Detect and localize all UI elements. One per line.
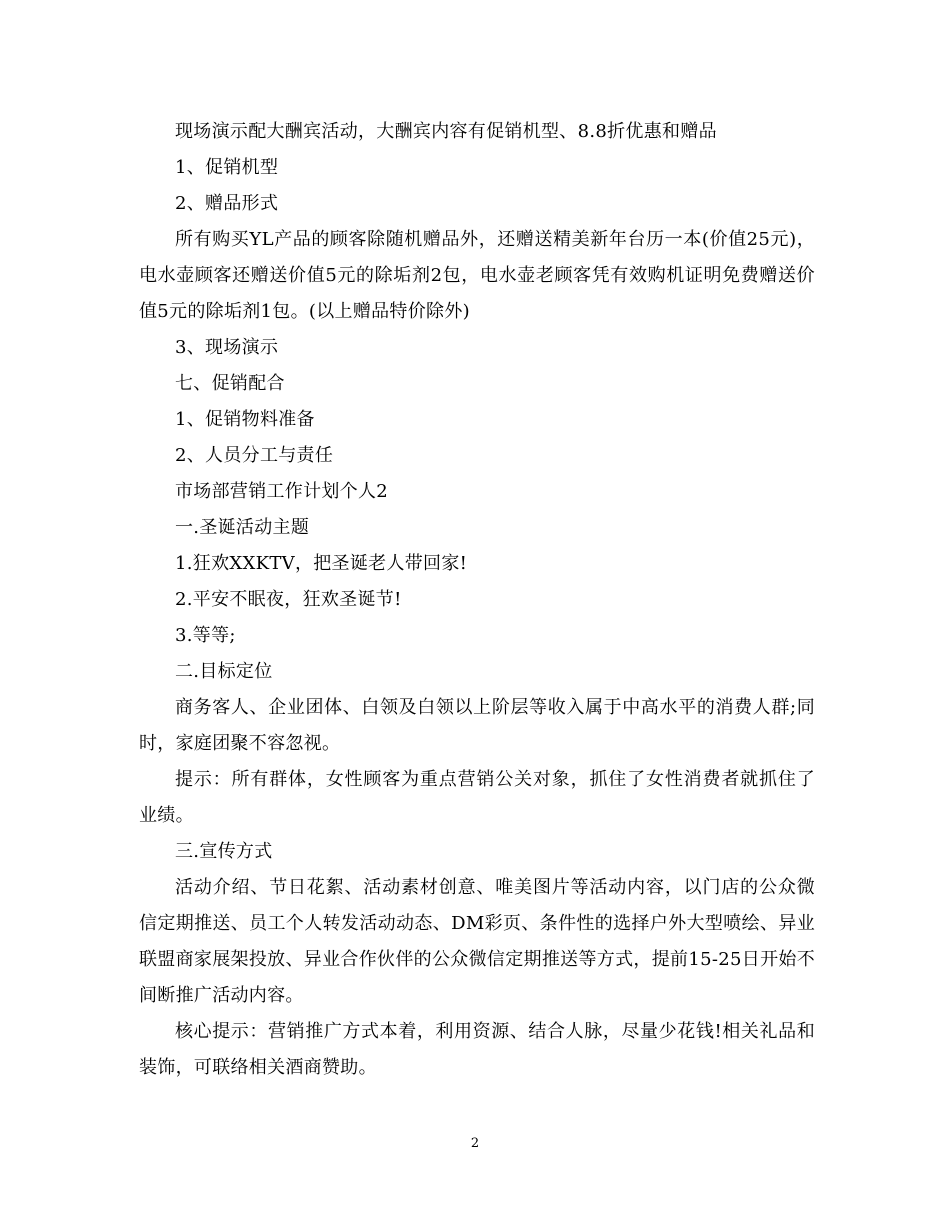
paragraph: 商务客人、企业团体、白领及白领以上阶层等收入属于中高水平的消费人群;同时，家庭团聚不容忽视。	[139, 697, 815, 754]
paragraph: 现场演示配大酬宾活动，大酬宾内容有促销机型、8.8折优惠和赠品	[175, 121, 717, 142]
section-heading: 二.目标定位	[175, 661, 273, 682]
section-heading: 一.圣诞活动主题	[175, 517, 310, 538]
paragraph: 2、人员分工与责任	[175, 445, 334, 466]
section-heading: 三.宣传方式	[175, 841, 273, 862]
document-title: 市场部营销工作计划个人2	[175, 481, 389, 502]
page-number: 2	[470, 1136, 480, 1151]
paragraph: 1.狂欢XXKTV，把圣诞老人带回家!	[175, 553, 468, 574]
paragraph: 提示：所有群体，女性顾客为重点营销公关对象，抓住了女性消费者就抓住了业绩。	[139, 769, 815, 826]
paragraph: 1、促销物料准备	[175, 409, 315, 430]
paragraph: 所有购买YL产品的顾客除随机赠品外，还赠送精美新年台历一本(价值25元)，电水壶顾客还赠送价值5元的除垢剂2包，电水壶老顾客凭有效购机证明免费赠送价值5元的除垢剂1包。(以上赠品特价除外)	[139, 229, 815, 322]
document-body	[139, 114, 815, 1086]
paragraph: 核心提示：营销推广方式本着，利用资源、结合人脉，尽量少花钱!相关礼品和装饰，可联络相关酒商赞助。	[139, 1021, 815, 1078]
paragraph: 3、现场演示	[175, 337, 279, 358]
paragraph: 3.等等;	[175, 625, 236, 646]
paragraph: 2、赠品形式	[175, 193, 279, 214]
paragraph: 活动介绍、节日花絮、活动素材创意、唯美图片等活动内容，以门店的公众微信定期推送、员工个人转发活动动态、DM彩页、条件性的选择户外大型喷绘、异业联盟商家展架投放、异业合作伙伴的公众微信定期推送等方式，提前15-25日开始不间断推广活动内容。	[139, 877, 815, 1006]
paragraph: 1、促销机型	[175, 157, 279, 178]
paragraph: 2.平安不眠夜，狂欢圣诞节!	[175, 589, 402, 610]
section-heading: 七、促销配合	[175, 373, 285, 394]
